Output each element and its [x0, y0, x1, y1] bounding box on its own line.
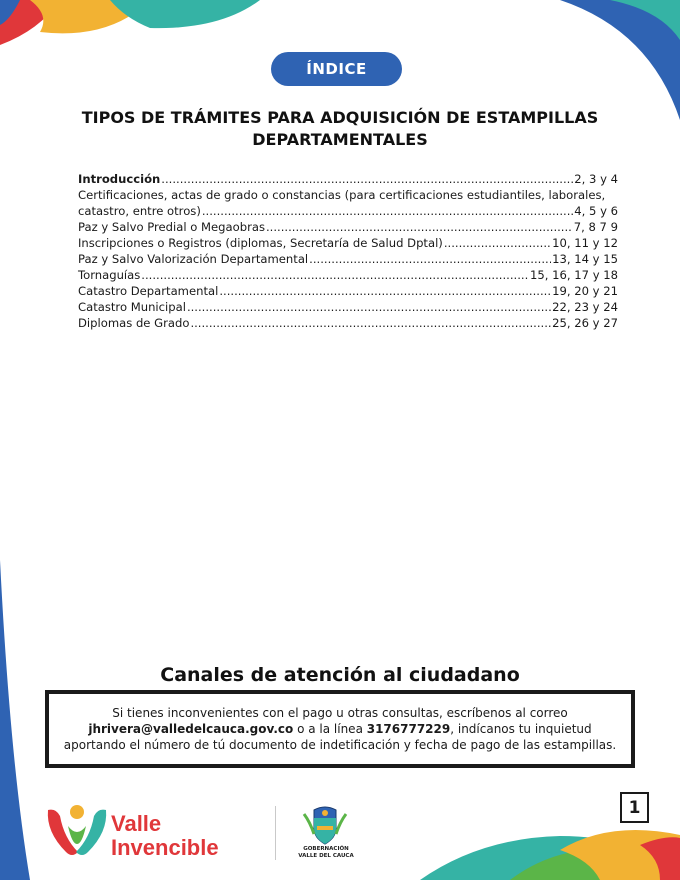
toc-pages: 13, 14 y 15 [552, 252, 618, 266]
contact-box [45, 690, 635, 768]
gobernacion-caption [286, 846, 366, 860]
toc-entry-certificaciones[interactable] [78, 203, 618, 219]
toc-label: Diplomas de Grado [78, 316, 190, 330]
toc-leader [309, 251, 551, 267]
toc-entry-tornaguias[interactable] [78, 267, 618, 283]
gob-line-2: VALLE DEL CAUCA [298, 853, 354, 859]
toc-entry-paz-y-salvo-predial[interactable] [78, 219, 618, 235]
toc-pages: 4, 5 y 6 [574, 204, 618, 218]
toc-leader [187, 299, 551, 315]
toc-label: Paz y Salvo Valorización Departamental [78, 252, 309, 266]
toc-leader [190, 315, 551, 331]
brand-line-1: Valle [111, 811, 162, 836]
toc-pages: 22, 23 y 24 [552, 300, 618, 314]
canales-heading: Canales de atención al ciudadano [160, 664, 520, 686]
gob-line-1: GOBERNACIÓN [303, 846, 349, 852]
contact-email-link[interactable]: jhrivera@valledelcauca.gov.co [88, 722, 294, 736]
contact-mid-text: o a la línea [293, 722, 367, 736]
toc-leader [141, 267, 529, 283]
toc-pages: 10, 11 y 12 [552, 236, 618, 250]
toc-label: Tornaguías [78, 268, 141, 282]
toc-label: Inscripciones o Registros (diplomas, Secretaría de Salud Dptal) [78, 236, 443, 250]
toc-label: catastro, entre otros) [78, 204, 201, 218]
toc-leader [161, 171, 573, 187]
toc-entry-valorizacion[interactable] [78, 251, 618, 267]
page-number: 1 [620, 792, 649, 823]
toc-label: Paz y Salvo Predial o Megaobras [78, 220, 265, 234]
toc-pages: 19, 20 y 21 [552, 284, 618, 298]
toc-pages: 15, 16, 17 y 18 [530, 268, 618, 282]
title-line-1: TIPOS DE TRÁMITES PARA ADQUISICIÓN DE ESTAMPILLAS [81, 108, 599, 127]
toc-entry-inscripciones[interactable] [78, 235, 618, 251]
valle-invencible-logo-icon [44, 802, 110, 860]
toc-entry-catastro-departamental[interactable] [78, 283, 618, 299]
toc-entry-certificaciones-line1[interactable]: Certificaciones, actas de grado o constancias (para certificaciones estudiantiles, laborales, [78, 188, 606, 202]
toc-pages: 2, 3 y 4 [574, 172, 618, 186]
contact-line-2 [88, 721, 591, 737]
contact-line-1: Si tienes inconvenientes con el pago u otras consultas, escríbenos al correo [112, 706, 568, 720]
title-line-2: DEPARTAMENTALES [252, 130, 428, 149]
toc-pages: 7, 8 7 9 [573, 220, 618, 234]
toc-entry-introduccion[interactable] [78, 171, 618, 187]
toc-pages: 25, 26 y 27 [552, 316, 618, 330]
logo-divider [275, 806, 276, 860]
contact-line-3: aportando el número de tú documento de indetificación y fecha de pago de las estampillas. [63, 738, 617, 752]
toc-entry-catastro-municipal[interactable] [78, 299, 618, 315]
page-title [60, 107, 620, 151]
brand-wordmark [111, 812, 219, 860]
toc-label: Catastro Departamental [78, 284, 219, 298]
gobernacion-shield-icon [300, 804, 350, 846]
toc-label: Catastro Municipal [78, 300, 186, 314]
toc-entry-diplomas-de-grado[interactable] [78, 315, 618, 331]
table-of-contents [78, 171, 618, 331]
toc-leader [444, 235, 551, 251]
toc-leader [202, 203, 573, 219]
contact-phone[interactable]: 3176777229 [366, 722, 451, 736]
contact-tail-text: , indícanos tu inquietud [450, 722, 592, 736]
index-badge: ÍNDICE [271, 52, 402, 86]
brand-line-2: Invencible [111, 835, 219, 860]
toc-label: Introducción [78, 172, 161, 186]
toc-leader [266, 219, 573, 235]
toc-leader [219, 283, 551, 299]
